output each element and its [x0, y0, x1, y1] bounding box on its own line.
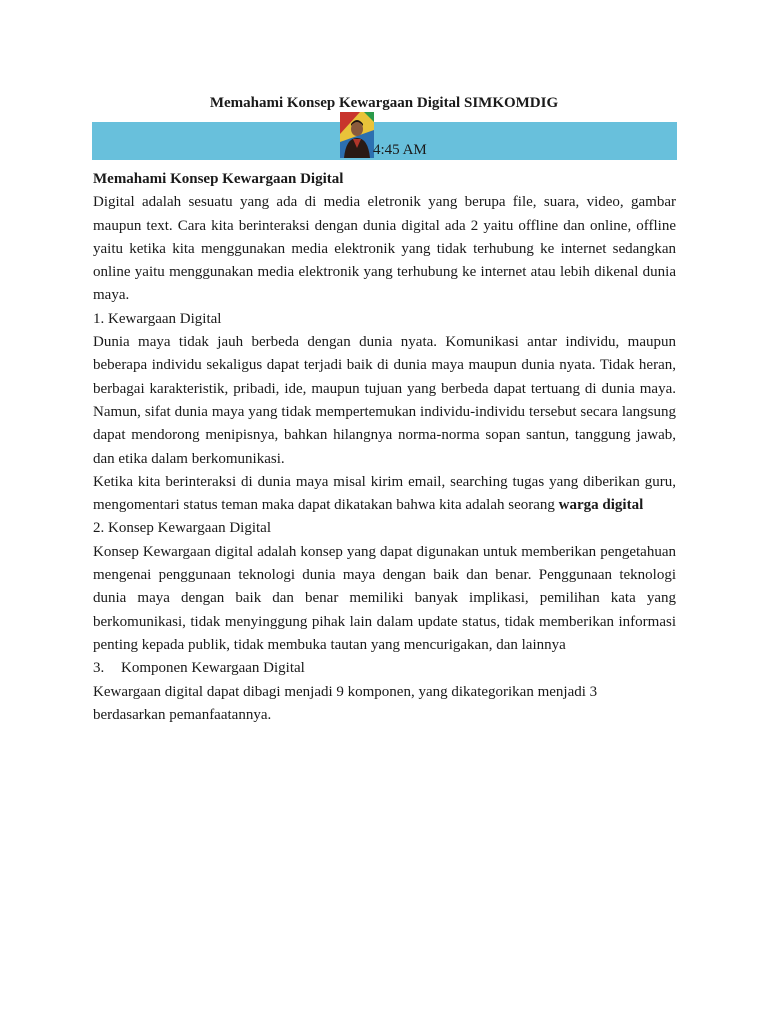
section1-paragraph-2-text: Ketika kita berinteraksi di dunia maya misal kirim email, searching tugas yang diberikan guru, mengomentari status teman maka dapat dikatakan bahwa kita adalah seorang — [93, 473, 676, 514]
main-heading: Memahami Konsep Kewargaan Digital — [93, 171, 344, 187]
section2-title: 2. Konsep Kewargaan Digital — [93, 520, 272, 537]
avatar-image — [340, 112, 374, 158]
section1-title: 1. Kewargaan Digital — [93, 310, 222, 327]
intro-paragraph: Digital adalah sesuatu yang ada di media eletronik yang berupa file, suara, video, gambar maupun text. Cara kita berinteraksi dengan dunia digital ada 2 yaitu offline dan online, offline yaitu ketika kita menggunakan media elektronik yang tidak terhubung ke internet sedangkan online yaitu menggunakan media elektronik yang terhubung ke internet atau lebih dikenal dunia maya. — [93, 194, 676, 304]
document-title: Memahami Konsep Kewargaan Digital SIMKOMDIG — [209, 95, 559, 111]
author-avatar — [340, 112, 374, 158]
section2-paragraph: Konsep Kewargaan digital adalah konsep yang dapat digunakan untuk memberikan pengetahuan mengenai penggunaan teknologi dunia maya dengan baik dan benar. Penggunaan teknologi dunia maya dengan baik dan benar memiliki banyak implikasi, pemilihan kata yang berkomunikasi, tidak menyinggung pihak lain dalam update status, tidak memberikan informasi penting kepada publik, tidak membuka tautan yang mencurigakan, dan lainnya — [93, 543, 676, 653]
banner-time: 4:45 AM — [373, 142, 427, 158]
section3-title: Komponen Kewargaan Digital — [121, 660, 305, 677]
section3-paragraph: Kewargaan digital dapat dibagi menjadi 9 komponen, yang dikategorikan menjadi 3 berdasarkan pemanfaatannya. — [93, 683, 598, 723]
section1-paragraph-2 — [93, 471, 676, 518]
section3-number: 3. — [93, 660, 105, 677]
section3-heading — [93, 657, 676, 680]
document-body — [93, 168, 676, 727]
warga-digital-term: warga digital — [558, 497, 644, 514]
section1-paragraph: Dunia maya tidak jauh berbeda dengan dunia nyata. Komunikasi antar individu, maupun beberapa individu sekaligus dapat terjadi baik di dunia maya maupun dunia nyata. Tidak heran, berbagai karakteristik, pribadi, ide, maupun tujuan yang berbeda dapat tertuang di dunia maya. Namun, sifat dunia maya yang tidak mempertemukan individu-individu tersebut secara langsung dapat mendorong menipisnya, bahkan hilangnya norma-norma sopan santun, tanggung jawab, dan etika dalam berkomunikasi. — [93, 334, 676, 467]
